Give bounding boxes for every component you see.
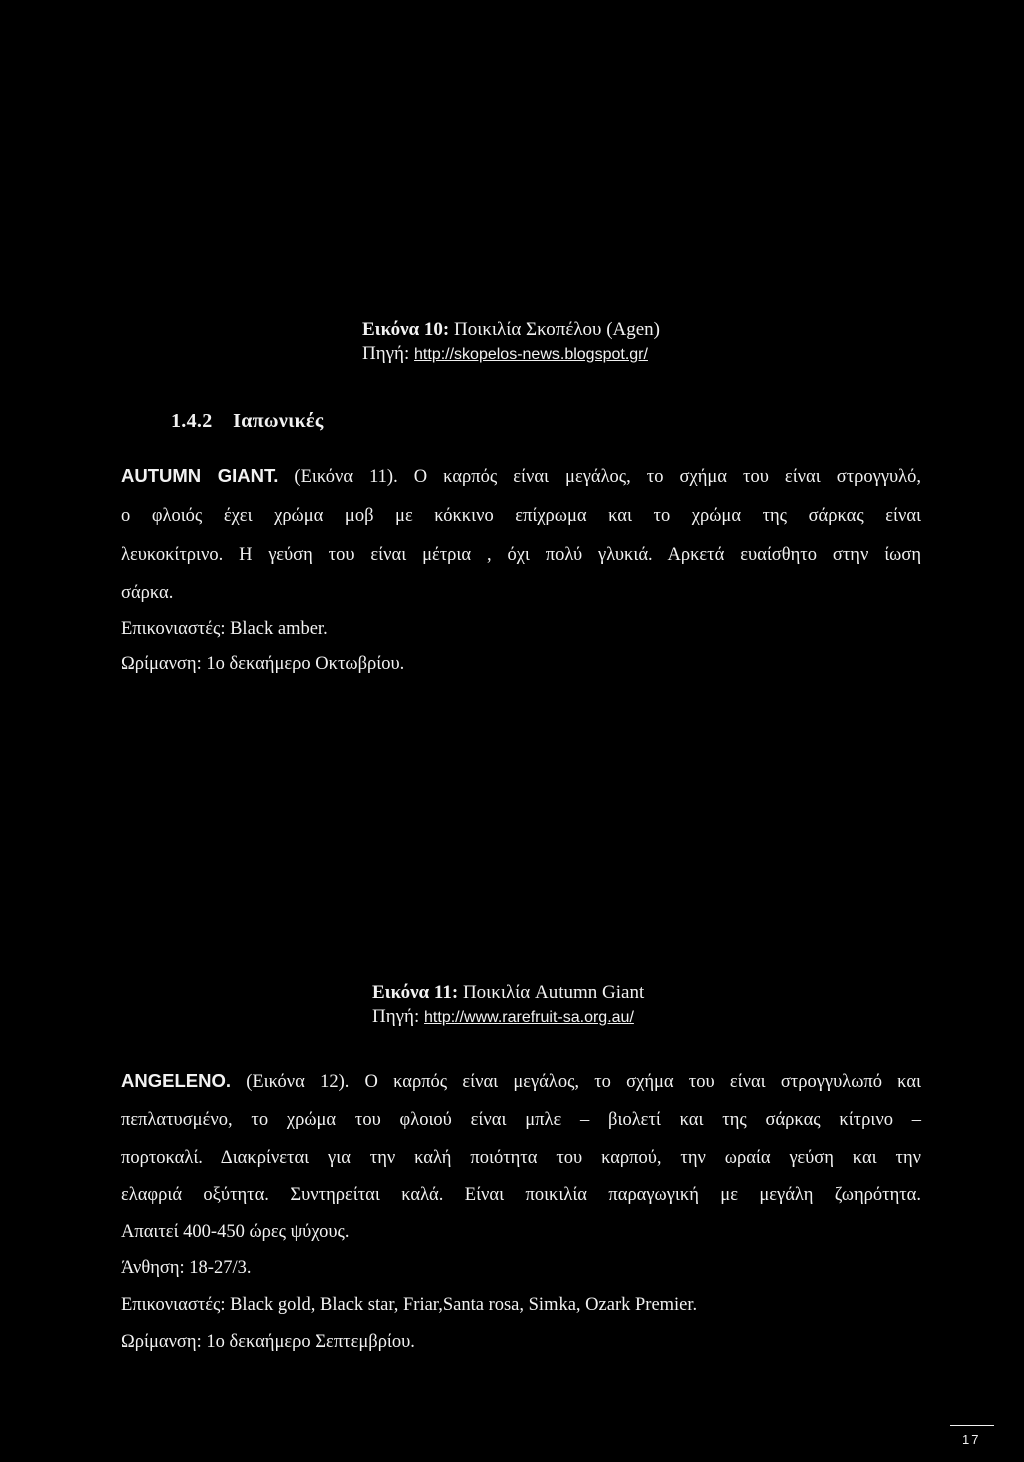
figure-10-source [362, 342, 648, 367]
angeleno-line-5: Απαιτεί 400-450 ώρες ψύχους. [121, 1222, 350, 1242]
figure-11-source-label: Πηγή: [372, 1006, 420, 1027]
angeleno-line-3: πορτοκαλί. Διακρίνεται για την καλή ποιότητα του καρπού, την ωραία γεύση και την [121, 1148, 921, 1168]
angeleno-line-2: πεπλατυσμένο, το χρώμα του φλοιού είναι μπλε – βιολετί και της σάρκας κίτρινο – [121, 1110, 921, 1130]
autumn-giant-pollinators: Επικονιαστές: Black amber. [121, 619, 328, 639]
section-number: 1.4.2 [171, 410, 213, 432]
autumn-giant-line-2: ο φλοιός έχει χρώμα μοβ με κόκκινο επίχρωμα και το χρώμα της σάρκας είναι [121, 506, 921, 526]
autumn-giant-ripening: Ωρίμανση: 1ο δεκαήμερο Οκτωβρίου. [121, 654, 405, 674]
angeleno-line-4: ελαφριά οξύτητα. Συντηρείται καλά. Είναι ποικιλία παραγωγική με μεγάλη ζωηρότητα. [121, 1185, 921, 1205]
angeleno-name: ANGELENO. [121, 1070, 231, 1091]
angeleno-ripening: Ωρίμανση: 1ο δεκαήμερο Σεπτεμβρίου. [121, 1332, 415, 1352]
figure-10-source-label: Πηγή: [362, 343, 410, 364]
page-number: 17 [962, 1432, 981, 1447]
figure-11-source-link[interactable]: http://www.rarefruit-sa.org.au/ [424, 1009, 634, 1026]
autumn-giant-name: AUTUMN GIANT. [121, 465, 279, 486]
section-heading [171, 410, 324, 433]
angeleno-pollinators: Επικονιαστές: Black gold, Black star, Friar,Santa rosa, Simka, Ozark Premier. [121, 1295, 698, 1315]
angeleno-line-1: (Εικόνα 12). Ο καρπός είναι μεγάλος, το σχήμα του είναι στρογγυλωπό και [246, 1072, 922, 1092]
angeleno-flowering: Άνθηση: 18-27/3. [121, 1258, 252, 1278]
autumn-giant-line-3: λευκοκίτρινο. Η γεύση του είναι μέτρια , όχι πολύ γλυκιά. Αρκετά ευαίσθητο στην ίωση [121, 545, 921, 565]
autumn-giant-line-1: (Εικόνα 11). Ο καρπός είναι μεγάλος, το σχήμα του είναι στρογγυλό, [294, 467, 921, 487]
autumn-giant-line-4: σάρκα. [121, 583, 174, 603]
section-title: Ιαπωνικές [233, 410, 324, 432]
figure-10-caption [362, 318, 660, 342]
figure-10-source-link[interactable]: http://skopelos-news.blogspot.gr/ [414, 346, 648, 363]
page-number-rule [950, 1425, 994, 1426]
figure-10-label: Εικόνα 10: [362, 319, 450, 340]
figure-11-title: Ποικιλία Autumn Giant [462, 982, 645, 1003]
figure-11-source [372, 1005, 634, 1030]
figure-10-title: Ποικιλία Σκοπέλου (Agen) [454, 319, 661, 340]
figure-11-label: Εικόνα 11: [372, 982, 459, 1003]
figure-11-caption [372, 981, 644, 1005]
